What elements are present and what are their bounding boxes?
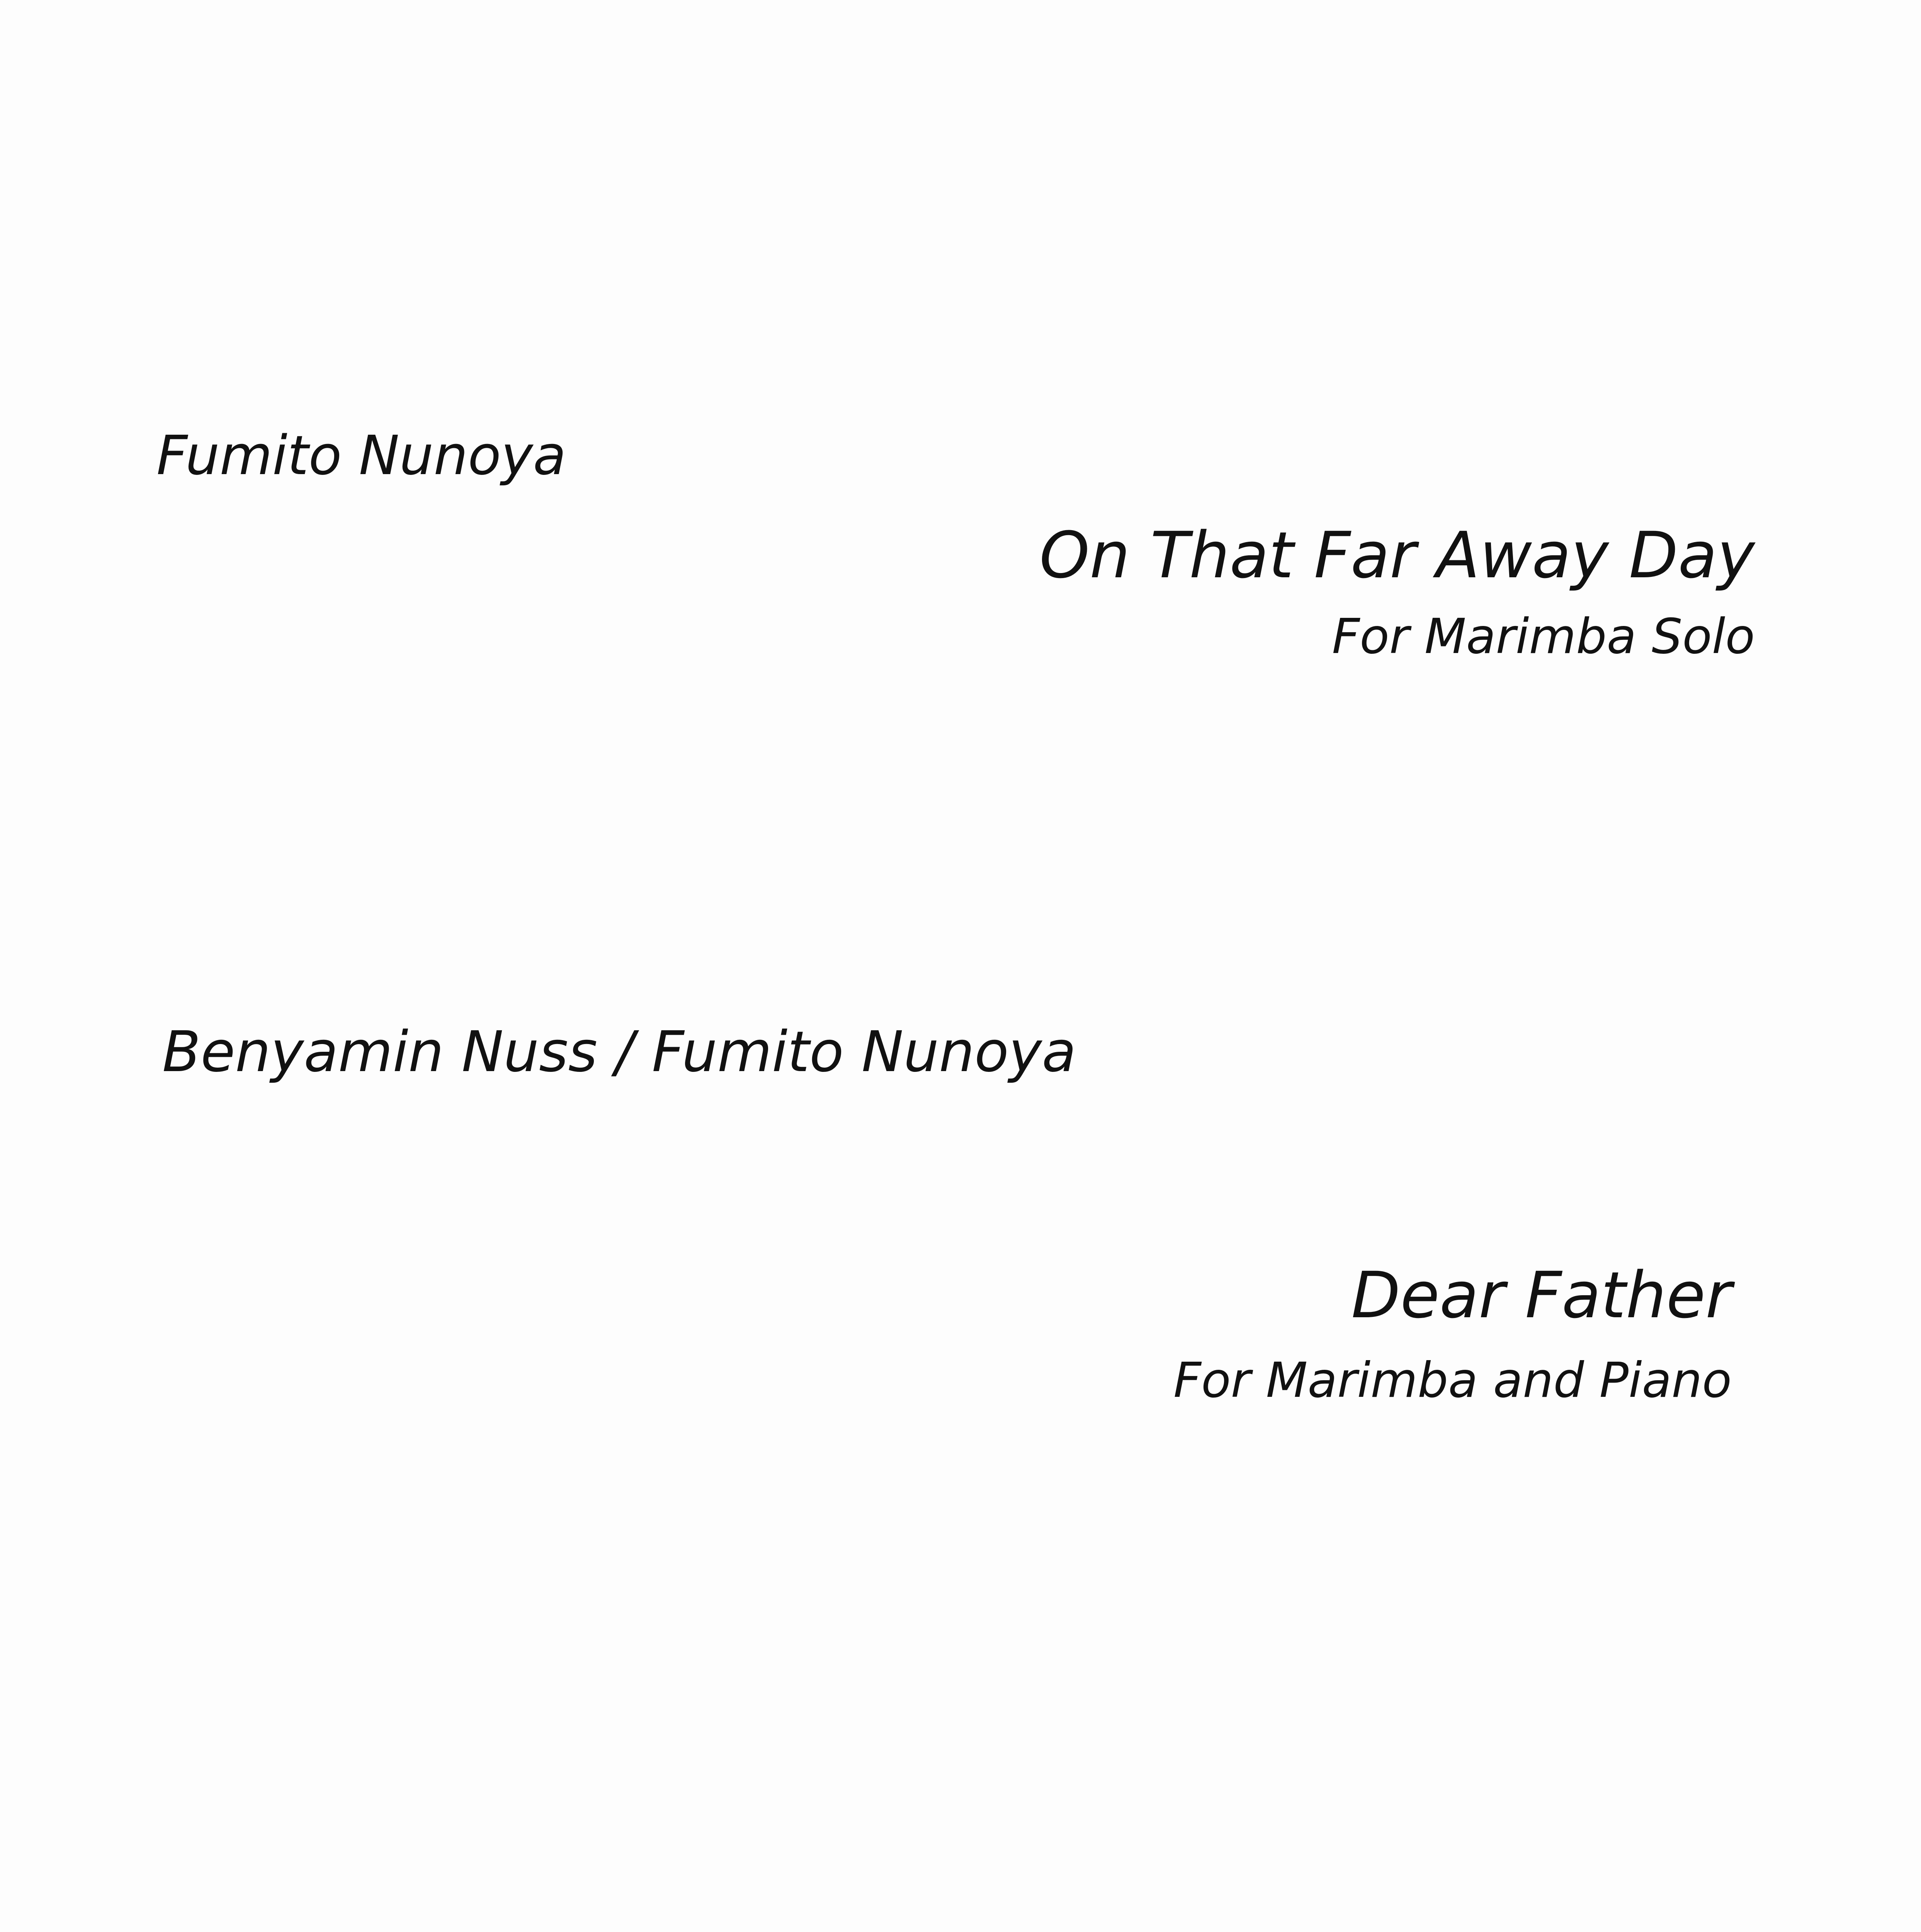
- subtitle-1: For Marimba Solo: [1332, 609, 1755, 665]
- composer-2: Benyamin Nuss / Fumito Nunoya: [162, 1019, 1076, 1085]
- title-1: On That Far Away Day: [1039, 518, 1755, 592]
- title-2: Dear Father: [1351, 1258, 1732, 1332]
- subtitle-2: For Marimba and Piano: [1173, 1352, 1732, 1408]
- composer-1: Fumito Nunoya: [156, 424, 566, 487]
